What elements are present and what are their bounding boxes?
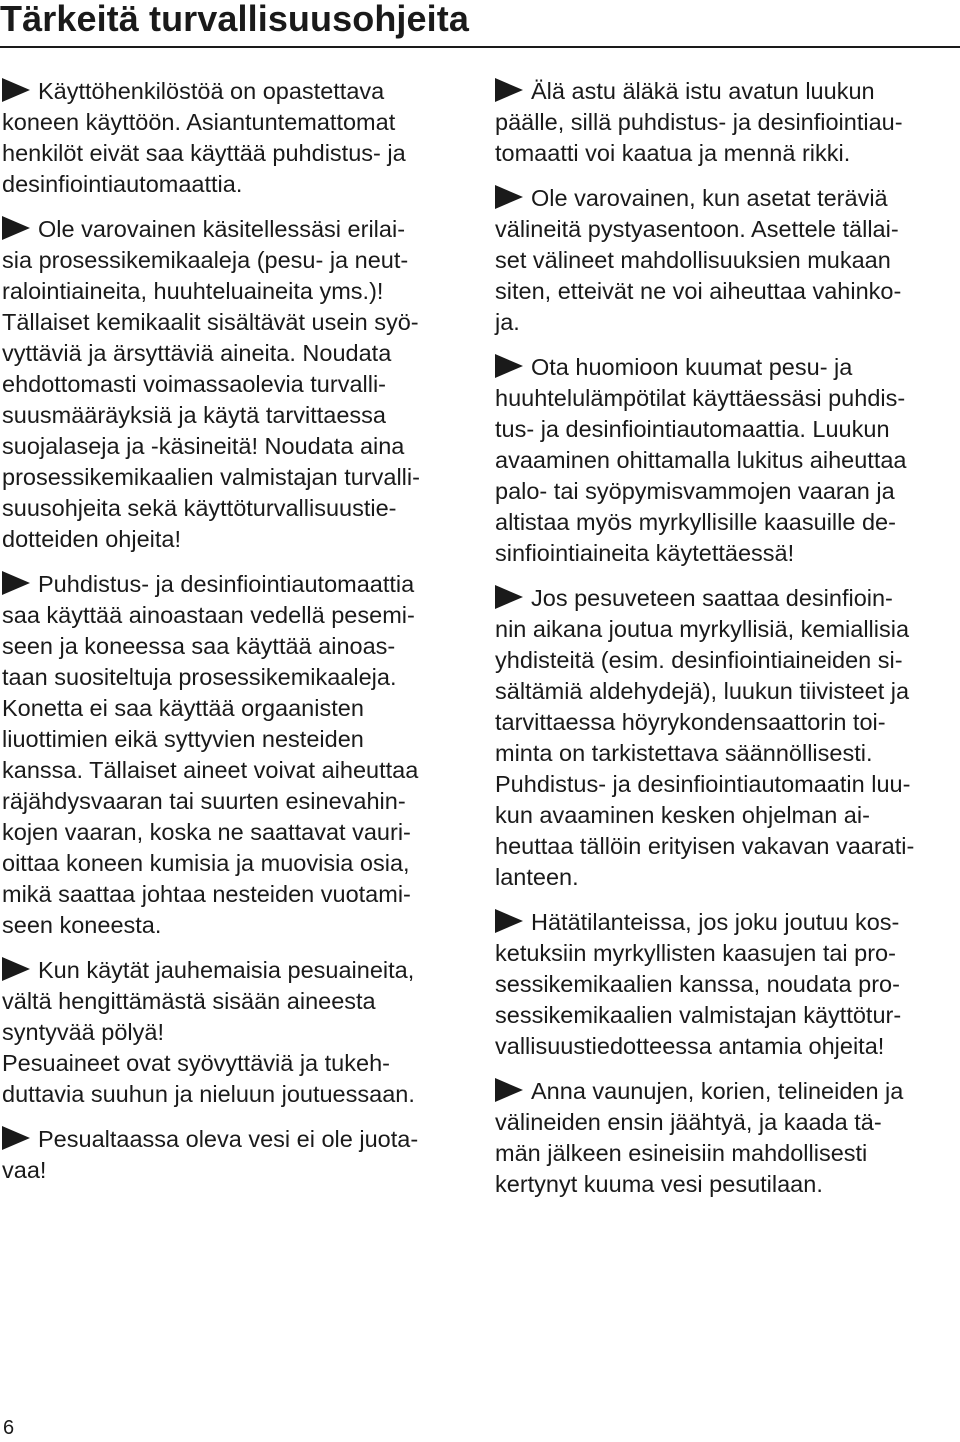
- instruction-line: [2, 986, 464, 1017]
- safety-instruction: [2, 1124, 464, 1186]
- instruction-text: kun avaaminen kesken ohjelman ai-: [495, 802, 870, 828]
- instruction-line: [2, 631, 464, 662]
- instruction-line: [495, 831, 957, 862]
- instruction-text: tarvittaessa höyrykondensaattorin toi-: [495, 709, 886, 735]
- instruction-text: sältämiä aldehydejä), luukun tiivisteet ja: [495, 678, 910, 704]
- instruction-text: sessikemikaalien valmistajan käyttötur-: [495, 1002, 902, 1028]
- instruction-text: Älä astu äläkä istu avatun luukun: [531, 78, 875, 104]
- instruction-text: sessikemikaalien kanssa, noudata pro-: [495, 971, 900, 997]
- instruction-line: [2, 693, 464, 724]
- triangle-bullet-icon: [2, 78, 30, 102]
- instruction-line: [495, 1107, 957, 1138]
- page-title: Tärkeitä turvallisuusohjeita: [0, 0, 469, 39]
- instruction-line: [2, 662, 464, 693]
- instruction-text: Ole varovainen käsitellessäsi erilai-: [38, 216, 406, 242]
- instruction-text: tus- ja desinfiointiautomaattia. Luukun: [495, 416, 890, 442]
- instruction-line: [495, 1031, 957, 1062]
- instruction-line: [495, 107, 957, 138]
- instruction-text: Puhdistus- ja desinfiointiautomaatin luu-: [495, 771, 911, 797]
- safety-instruction: [495, 183, 957, 338]
- instruction-line: [495, 138, 957, 169]
- instruction-text: Tällaiset kemikaalit sisältävät usein syö-: [2, 309, 419, 335]
- instruction-line: [2, 786, 464, 817]
- instruction-text: Konetta ei saa käyttää orgaanisten: [2, 695, 364, 721]
- instruction-text: ketuksiin myrkyllisten kaasujen tai pro-: [495, 940, 896, 966]
- instruction-text: duttavia suuhun ja nieluun joutuessaan.: [2, 1081, 415, 1107]
- instruction-text: välineitä pystyasentoon. Asettele tällai-: [495, 216, 899, 242]
- instruction-text: minta on tarkistettava säännöllisesti.: [495, 740, 873, 766]
- instruction-line: [495, 1000, 957, 1031]
- instruction-line: [495, 507, 957, 538]
- instruction-text: vältä hengittämästä sisään aineesta: [2, 988, 376, 1014]
- instruction-line: [495, 276, 957, 307]
- triangle-bullet-icon: [2, 1126, 30, 1150]
- instruction-text: ehdottomasti voimassaolevia turvalli-: [2, 371, 386, 397]
- instruction-text: yhdisteitä (esim. desinfiointiaineiden si-: [495, 647, 903, 673]
- instruction-text: Pesualtaassa oleva vesi ei ole juota-: [38, 1126, 419, 1152]
- instruction-line: [495, 414, 957, 445]
- instruction-line: [495, 938, 957, 969]
- instruction-line: [495, 676, 957, 707]
- instruction-line: [495, 1169, 957, 1200]
- instruction-text: koneen käyttöön. Asiantuntemattomat: [2, 109, 396, 135]
- instruction-line: [2, 169, 464, 200]
- instruction-line: [2, 338, 464, 369]
- instruction-line: [2, 107, 464, 138]
- triangle-bullet-icon: [495, 78, 523, 102]
- instruction-text: suojalaseja ja -käsineitä! Noudata aina: [2, 433, 405, 459]
- instruction-text: vallisuustiedotteessa antamia ohjeita!: [495, 1033, 885, 1059]
- instruction-line: [2, 138, 464, 169]
- instruction-text: set välineet mahdollisuuksien mukaan: [495, 247, 891, 273]
- instruction-line: [2, 1017, 464, 1048]
- safety-instruction: [495, 907, 957, 1062]
- instruction-text: Ota huomioon kuumat pesu- ja: [531, 354, 853, 380]
- instruction-line: [495, 383, 957, 414]
- triangle-bullet-icon: [2, 216, 30, 240]
- instruction-text: lanteen.: [495, 864, 579, 890]
- safety-instruction: [495, 352, 957, 569]
- triangle-bullet-icon: [495, 1078, 523, 1102]
- instruction-text: sia prosessikemikaaleja (pesu- ja neut-: [2, 247, 409, 273]
- instruction-line: [495, 645, 957, 676]
- instruction-text: kanssa. Tällaiset aineet voivat aiheuttaa: [2, 757, 419, 783]
- instruction-line: [495, 76, 957, 107]
- triangle-bullet-icon: [495, 585, 523, 609]
- instruction-text: taan suositeltuja prosessikemikaaleja.: [2, 664, 397, 690]
- instruction-line: [495, 1138, 957, 1169]
- instruction-text: prosessikemikaalien valmistajan turvalli-: [2, 464, 420, 490]
- instruction-line: [495, 769, 957, 800]
- instruction-line: [495, 969, 957, 1000]
- instruction-text: seen ja koneessa saa käyttää ainoas-: [2, 633, 396, 659]
- instruction-text: altistaa myös myrkyllisille kaasuille de-: [495, 509, 896, 535]
- instruction-line: [495, 862, 957, 893]
- instruction-text: vyttäviä ja ärsyttäviä aineita. Noudata: [2, 340, 392, 366]
- instruction-line: [2, 214, 464, 245]
- instruction-text: Anna vaunujen, korien, telineiden ja: [531, 1078, 904, 1104]
- safety-instruction: [2, 955, 464, 1110]
- instruction-text: ralointiaineita, huuhteluaineita yms.)!: [2, 278, 384, 304]
- instruction-line: [495, 738, 957, 769]
- instruction-text: Käyttöhenkilöstöä on opastettava: [38, 78, 385, 104]
- right-column: [495, 76, 957, 1214]
- instruction-text: kojen vaaran, koska ne saattavat vauri-: [2, 819, 411, 845]
- instruction-line: [2, 879, 464, 910]
- instruction-text: liuottimien eikä syttyvien nesteiden: [2, 726, 364, 752]
- instruction-line: [495, 245, 957, 276]
- instruction-line: [495, 614, 957, 645]
- safety-instruction: [495, 76, 957, 169]
- instruction-line: [2, 493, 464, 524]
- instruction-line: [2, 76, 464, 107]
- instruction-text: vaa!: [2, 1157, 47, 1183]
- safety-instruction: [495, 583, 957, 893]
- instruction-line: [2, 600, 464, 631]
- instruction-text: Jos pesuveteen saattaa desinfioin-: [531, 585, 893, 611]
- instruction-line: [2, 307, 464, 338]
- instruction-line: [2, 1124, 464, 1155]
- instruction-text: mikä saattaa johtaa nesteiden vuotami-: [2, 881, 411, 907]
- instruction-line: [2, 755, 464, 786]
- triangle-bullet-icon: [495, 354, 523, 378]
- instruction-line: [495, 476, 957, 507]
- instruction-text: dotteiden ohjeita!: [2, 526, 182, 552]
- instruction-line: [2, 276, 464, 307]
- instruction-line: [2, 955, 464, 986]
- instruction-text: Kun käytät jauhemaisia pesuaineita,: [38, 957, 415, 983]
- instruction-text: tomaatti voi kaatua ja mennä rikki.: [495, 140, 851, 166]
- left-column: [2, 76, 464, 1200]
- instruction-line: [2, 910, 464, 941]
- instruction-line: [2, 1048, 464, 1079]
- instruction-line: [2, 369, 464, 400]
- instruction-text: Hätätilanteissa, jos joku joutuu kos-: [531, 909, 900, 935]
- instruction-line: [495, 907, 957, 938]
- instruction-text: Pesuaineet ovat syövyttäviä ja tukeh-: [2, 1050, 390, 1076]
- triangle-bullet-icon: [495, 909, 523, 933]
- instruction-text: saa käyttää ainoastaan vedellä pesemi-: [2, 602, 415, 628]
- triangle-bullet-icon: [495, 185, 523, 209]
- instruction-line: [495, 214, 957, 245]
- instruction-line: [2, 1079, 464, 1110]
- instruction-line: [495, 707, 957, 738]
- instruction-text: henkilöt eivät saa käyttää puhdistus- ja: [2, 140, 406, 166]
- triangle-bullet-icon: [2, 957, 30, 981]
- instruction-text: suusohjeita sekä käyttöturvallisuustie-: [2, 495, 397, 521]
- instruction-line: [2, 462, 464, 493]
- instruction-text: män jälkeen esineisiin mahdollisesti: [495, 1140, 868, 1166]
- instruction-text: Puhdistus- ja desinfiointiautomaattia: [38, 571, 415, 597]
- instruction-line: [2, 524, 464, 555]
- title-divider: [0, 46, 960, 48]
- triangle-bullet-icon: [2, 571, 30, 595]
- instruction-text: avaaminen ohittamalla lukitus aiheuttaa: [495, 447, 907, 473]
- safety-instruction: [2, 76, 464, 200]
- instruction-line: [2, 1155, 464, 1186]
- instruction-text: kertynyt kuuma vesi pesutilaan.: [495, 1171, 823, 1197]
- instruction-text: palo- tai syöpymisvammojen vaaran ja: [495, 478, 895, 504]
- safety-instruction: [2, 214, 464, 555]
- page-number: 6: [3, 1417, 15, 1439]
- instruction-text: Ole varovainen, kun asetat teräviä: [531, 185, 888, 211]
- instruction-text: seen koneesta.: [2, 912, 162, 938]
- instruction-line: [2, 724, 464, 755]
- instruction-line: [495, 538, 957, 569]
- instruction-text: syntyvää pölyä!: [2, 1019, 164, 1045]
- instruction-line: [495, 183, 957, 214]
- instruction-text: oittaa koneen kumisia ja muovisia osia,: [2, 850, 410, 876]
- instruction-text: nin aikana joutua myrkyllisiä, kemiallisia: [495, 616, 910, 642]
- instruction-text: räjähdysvaaran tai suurten esinevahin-: [2, 788, 406, 814]
- instruction-line: [2, 400, 464, 431]
- instruction-text: huuhtelulämpötilat käyttäessäsi puhdis-: [495, 385, 906, 411]
- instruction-line: [495, 307, 957, 338]
- instruction-text: välineiden ensin jäähtyä, ja kaada tä-: [495, 1109, 882, 1135]
- instruction-line: [495, 352, 957, 383]
- instruction-text: päälle, sillä puhdistus- ja desinfiointiau-: [495, 109, 903, 135]
- instruction-text: heuttaa tällöin erityisen vakavan vaarati-: [495, 833, 915, 859]
- instruction-line: [495, 1076, 957, 1107]
- instruction-line: [2, 848, 464, 879]
- instruction-line: [2, 569, 464, 600]
- instruction-text: desinfiointiautomaattia.: [2, 171, 243, 197]
- safety-instruction: [2, 569, 464, 941]
- instruction-text: suusmääräyksiä ja käytä tarvittaessa: [2, 402, 386, 428]
- instruction-line: [495, 445, 957, 476]
- instruction-line: [2, 431, 464, 462]
- instruction-line: [495, 583, 957, 614]
- instruction-line: [2, 245, 464, 276]
- instruction-line: [2, 817, 464, 848]
- instruction-text: siten, etteivät ne voi aiheuttaa vahinko-: [495, 278, 902, 304]
- instruction-text: sinfiointiaineita käytettäessä!: [495, 540, 795, 566]
- instruction-line: [495, 800, 957, 831]
- safety-instruction: [495, 1076, 957, 1200]
- instruction-text: ja.: [495, 309, 520, 335]
